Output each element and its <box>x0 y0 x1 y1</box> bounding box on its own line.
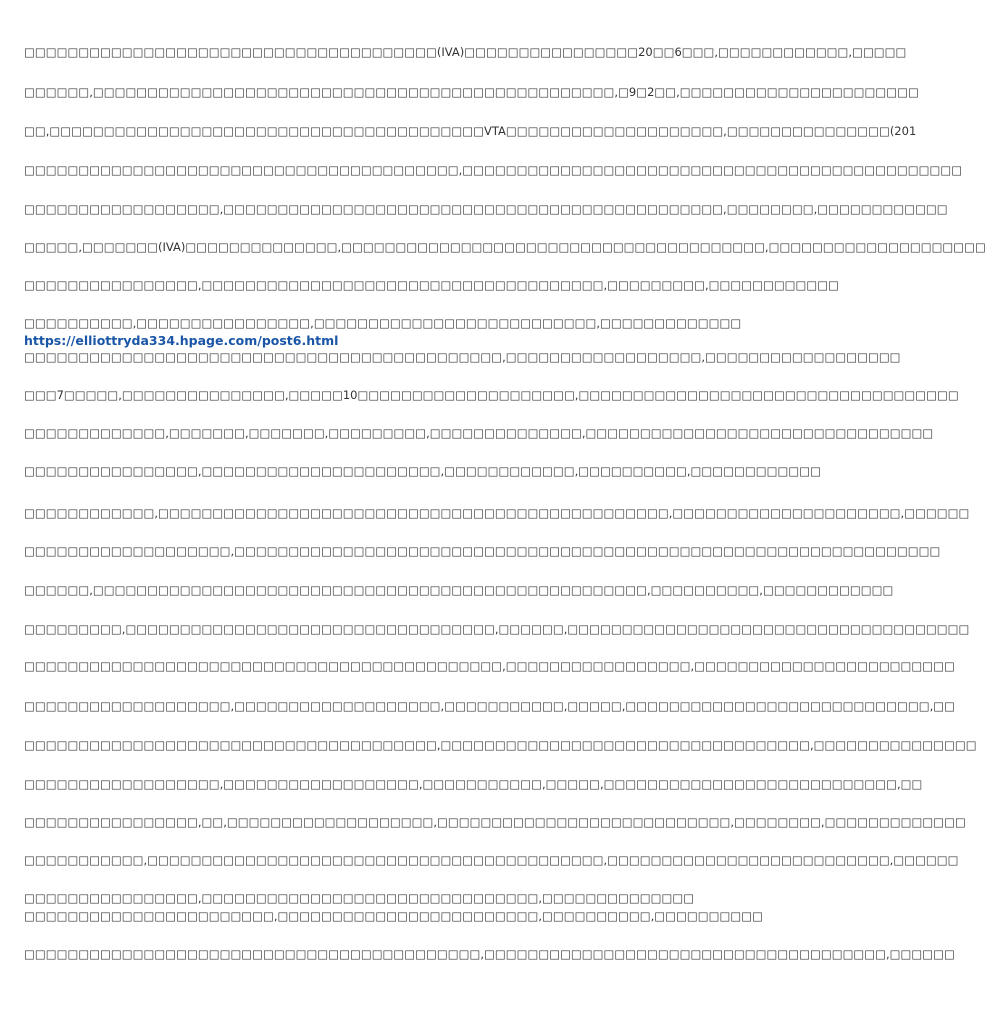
document-page <box>24 0 986 1018</box>
paragraph-line: □□□□□□□□□□□□□□□□□□□□□□□□□□□□□□□□□□□□□□□□,□□□□□□□□□□□□□□□□□□□□□□□□□□□□□□□□□□□□□□□□□□□□□□ <box>24 163 963 177</box>
paragraph-line: □□□□□□□□□□□□□□□□,□□□□□□□□□□□□□□□□□□□□□□□□□□□□□□□,□□□□□□□□□□□□□□ <box>24 891 695 905</box>
post-link[interactable]: https://elliottryda334.hpage.com/post6.html <box>24 333 339 348</box>
paragraph-line: □□□□□□□□□□□□□□□□,□□□□□□□□□□□□□□□□□□□□□□□□□□□□□□□□□□□□□,□□□□□□□□□,□□□□□□□□□□□□ <box>24 278 840 292</box>
paragraph-line: □□□□□□□□□,□□□□□□□□□□□□□□□□□□□□□□□□□□□□□□□□□□,□□□□□□,□□□□□□□□□□□□□□□□□□□□□□□□□□□□□□□□□□□□□ <box>24 622 970 636</box>
paragraph-line: □□□□□□□□□□□□□□□□,□□,□□□□□□□□□□□□□□□□□□□,□□□□□□□□□□□□□□□□□□□□□□□□□□□,□□□□□□□□,□□□□□□□□□□□□□ <box>24 815 966 829</box>
paragraph-line: □□□7□□□□□,□□□□□□□□□□□□□□□,□□□□□10□□□□□□□□□□□□□□□□□□□□,□□□□□□□□□□□□□□□□□□□□□□□□□□□□□□□□□□□ <box>24 388 959 402</box>
paragraph-line: □□□□□□□□□□□□□□□□□□□,□□□□□□□□□□□□□□□□□□□,□□□□□□□□□□□,□□□□□,□□□□□□□□□□□□□□□□□□□□□□□□□□□□,□□ <box>24 699 955 713</box>
paragraph-line: □□□□□□□□□□□□□□□□□□□□□□□□□□□□□□□□□□□□□□□□□□□□,□□□□□□□□□□□□□□□□□,□□□□□□□□□□□□□□□□□□□□□□□□ <box>24 659 955 673</box>
paragraph-line: □□□□□□□□□□□□,□□□□□□□□□□□□□□□□□□□□□□□□□□□□□□□□□□□□□□□□□□□□□□□,□□□□□□□□□□□□□□□□□□□□□,□□□□□□ <box>24 506 970 520</box>
paragraph-line: □□□□□□□□□□□□□□□□,□□□□□□□□□□□□□□□□□□□□□□,□□□□□□□□□□□□,□□□□□□□□□□,□□□□□□□□□□□□ <box>24 464 821 478</box>
paragraph-line: □□□□□□□□□□□□□□□□□□□□□□□□□□□□□□□□□□□□□□(IVA)□□□□□□□□□□□□□□□□20□□6□□□,□□□□□□□□□□□□,□□□□□ <box>24 45 907 59</box>
paragraph-line: □□□□□□□□□□□□□□□□□□□□□□□□□□□□□□□□□□□□□□□□□□,□□□□□□□□□□□□□□□□□□□□□□□□□□□□□□□□□□□□□,□□□□□□ <box>24 947 955 961</box>
paragraph-line: □□□□□□□□□□□□□□□□□□□□□□□□□□□□□□□□□□□□□□,□□□□□□□□□□□□□□□□□□□□□□□□□□□□□□□□□□,□□□□□□□□□□□□□□□ <box>24 738 977 752</box>
paragraph-line: □□□□□□□□□□□□□□□□□□□□□□□□□□□□□□□□□□□□□□□□□□□□,□□□□□□□□□□□□□□□□□□,□□□□□□□□□□□□□□□□□□ <box>24 350 901 364</box>
paragraph-line: □□□□□□□□□□□□□□□□□□□,□□□□□□□□□□□□□□□□□□□□□□□□□□□□□□□□□□□□□□□□□□□□□□□□□□□□□□□□□□□□□□□□□ <box>24 544 941 558</box>
paragraph-line: □□□□□□□□□□□□□□□□□□□□□□□,□□□□□□□□□□□□□□□□□□□□□□□□,□□□□□□□□□□,□□□□□□□□□□ <box>24 909 763 923</box>
paragraph-line: □□□□□□□□□□□□□,□□□□□□□,□□□□□□□,□□□□□□□□□,□□□□□□□□□□□□□□,□□□□□□□□□□□□□□□□□□□□□□□□□□□□□□□□ <box>24 426 934 440</box>
paragraph-line: □□□□□□,□□□□□□□□□□□□□□□□□□□□□□□□□□□□□□□□□□□□□□□□□□□□□□□□□□□,□□□□□□□□□□,□□□□□□□□□□□□ <box>24 583 894 597</box>
paragraph-line: □□,□□□□□□□□□□□□□□□□□□□□□□□□□□□□□□□□□□□□□□□□VTA□□□□□□□□□□□□□□□□□□□□,□□□□□□□□□□□□□□□(201 <box>24 124 917 138</box>
paragraph-line: □□□□□□□□□□□,□□□□□□□□□□□□□□□□□□□□□□□□□□□□□□□□□□□□□□□□□□,□□□□□□□□□□□□□□□□□□□□□□□□□□,□□□□□□ <box>24 853 959 867</box>
paragraph-line: □□□□□□□□□□□□□□□□□□,□□□□□□□□□□□□□□□□□□,□□□□□□□□□□□,□□□□□,□□□□□□□□□□□□□□□□□□□□□□□□□□□,□□ <box>24 777 923 791</box>
paragraph-line: □□□□□□□□□□,□□□□□□□□□□□□□□□□,□□□□□□□□□□□□□□□□□□□□□□□□□□,□□□□□□□□□□□□□ <box>24 316 742 330</box>
paragraph-line: □□□□□□,□□□□□□□□□□□□□□□□□□□□□□□□□□□□□□□□□□□□□□□□□□□□□□□□,□9□2□□,□□□□□□□□□□□□□□□□□□□□□□ <box>24 85 919 99</box>
paragraph-line: □□□□□□□□□□□□□□□□□□,□□□□□□□□□□□□□□□□□□□□□□□□□□□□□□□□□□□□□□□□□□□□□□,□□□□□□□□,□□□□□□□□□□□□ <box>24 202 948 216</box>
paragraph-line: □□□□□,□□□□□□□(IVA)□□□□□□□□□□□□□□,□□□□□□□□□□□□□□□□□□□□□□□□□□□□□□□□□□□□□□□,□□□□□□□□□□□□□□□□□□□□ <box>24 240 986 254</box>
